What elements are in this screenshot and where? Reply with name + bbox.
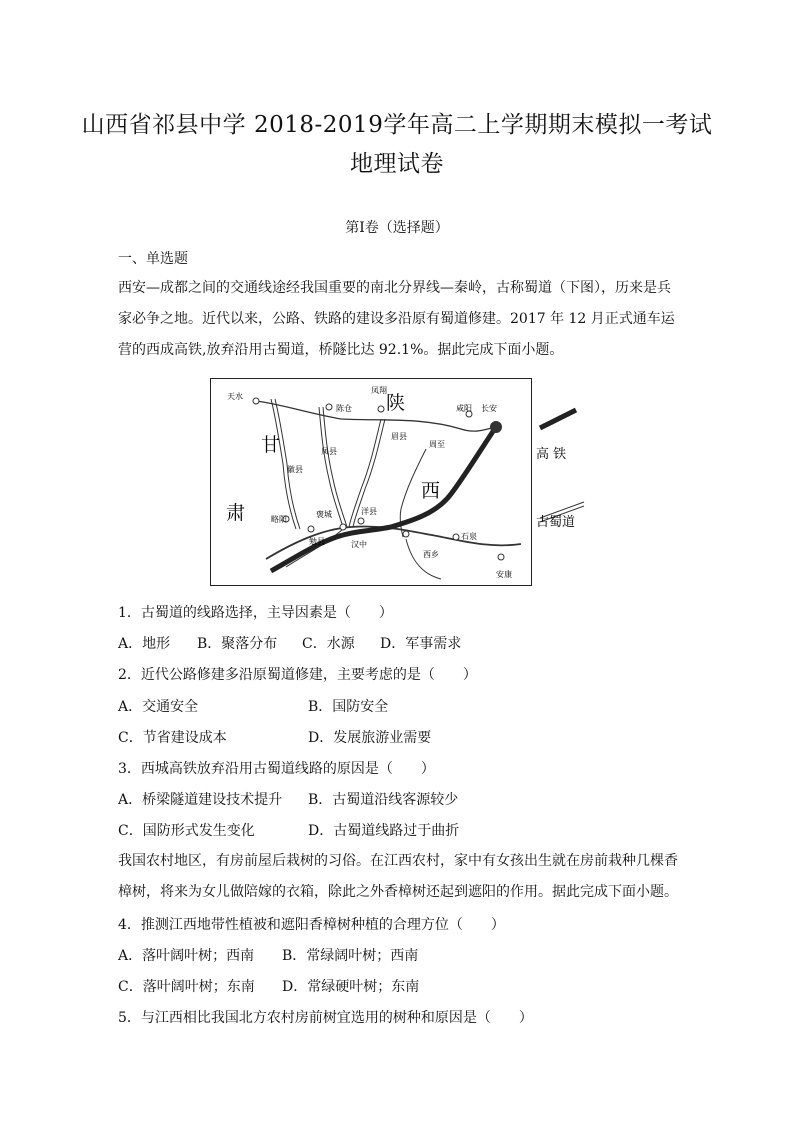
map-city-label: 安康 — [496, 570, 512, 579]
map-city-label: 徽县 — [287, 465, 303, 474]
question-1-stem: 1．古蜀道的线路选择，主导因素是（ ） — [118, 605, 393, 621]
question-3-stem: 3．西城高铁放弃沿用古蜀道线路的原因是（ ） — [118, 761, 435, 777]
province-label: 陕 — [386, 392, 406, 414]
map-city-label: 石泉 — [461, 532, 477, 541]
map-city-label: 汉中 — [351, 540, 367, 549]
question-2-option[interactable]: C．节省建设成本 — [118, 730, 227, 746]
passage-1: 西安—成都之间的交通线途经我国重要的南北分界线—秦岭，古称蜀道（下图），历来是兵家必争之地。近代以来，公路、铁路的建设多沿原有蜀道修建。2017 年 12 月正式通车运营的西成高铁,放弃沿用古蜀道，桥隧比达 92.1%。据此完成下面小题。 — [118, 280, 675, 358]
legend-road-label: 古蜀道 — [536, 515, 576, 530]
map-city-label: 天水 — [227, 392, 243, 401]
question-2-option[interactable]: B．国防安全 — [308, 699, 389, 715]
shu-road-map — [210, 378, 532, 586]
question-3-option[interactable]: D．古蜀道线路过于曲折 — [308, 823, 460, 839]
question-3-option[interactable]: A．桥梁隧道建设技术提升 — [118, 792, 283, 808]
question-1-option[interactable]: C．水源 — [302, 636, 355, 652]
question-2-stem: 2．近代公路修建多沿原蜀道修建，主要考虑的是（ ） — [118, 667, 477, 683]
map-city-label: 陈仓 — [336, 404, 352, 413]
legend-rail-symbol — [540, 410, 576, 428]
section-label: 第Ⅰ卷（选择题） — [345, 220, 449, 236]
map-city-label: 眉县 — [391, 432, 407, 441]
changan-marker — [490, 421, 502, 433]
question-4-option[interactable]: D．常绿硬叶树；东南 — [282, 979, 420, 995]
province-label: 甘 — [261, 434, 281, 456]
map-city-label: 凤县 — [321, 447, 337, 456]
map-city-label: 洋县 — [361, 507, 377, 516]
map-legend — [532, 378, 592, 538]
question-2-option[interactable]: A．交通安全 — [118, 699, 199, 715]
question-1-option[interactable]: D．军事需求 — [380, 636, 462, 652]
map-city-label: 长安 — [481, 404, 497, 413]
map-city-label: 周至 — [429, 440, 445, 449]
map-city-label: 咸阳 — [456, 404, 472, 413]
legend-rail-label: 高 铁 — [536, 447, 567, 462]
question-2-option[interactable]: D．发展旅游业需要 — [308, 730, 432, 746]
province-label: 西 — [421, 480, 441, 502]
question-1-option[interactable]: B．聚落分布 — [197, 636, 278, 652]
question-4-option[interactable]: C．落叶阔叶树；东南 — [118, 979, 255, 995]
subsection-label: 一、单选题 — [118, 251, 188, 267]
document-title: 山西省祁县中学 2018-2019学年高二上学期期末模拟一考试 — [81, 112, 713, 138]
question-4-stem: 4．推测江西地带性植被和遮阳香樟树种植的合理方位（ ） — [118, 917, 505, 933]
map-city-label: 西乡 — [423, 550, 439, 559]
question-3-option[interactable]: B．古蜀道沿线客源较少 — [308, 792, 459, 808]
document-subtitle: 地理试卷 — [350, 151, 444, 177]
map-city-label: 勉县 — [309, 537, 325, 546]
question-3-option[interactable]: C．国防形式发生变化 — [118, 823, 255, 839]
map-canvas — [211, 379, 530, 584]
question-4-option[interactable]: A．落叶阔叶树；西南 — [118, 948, 255, 964]
province-label: 肃 — [226, 502, 246, 524]
map-city-label: 略阳 — [271, 515, 287, 524]
map-city-label: 褒城 — [316, 510, 332, 519]
question-4-option[interactable]: B．常绿阔叶树；西南 — [282, 948, 419, 964]
map-city-label: 凤翔 — [371, 386, 387, 395]
passage-2: 我国农村地区，有房前屋后栽树的习俗。在江西农村，家中有女孩出生就在房前栽种几棵香樟树，将来为女儿做陪嫁的衣箱，除此之外香樟树还起到遮阳的作用。据此完成下面小题。 — [118, 853, 678, 900]
question-1-option[interactable]: A．地形 — [118, 636, 171, 652]
question-5-stem: 5．与江西相比我国北方农村房前树宜选用的树种和原因是（ ） — [118, 1010, 533, 1026]
